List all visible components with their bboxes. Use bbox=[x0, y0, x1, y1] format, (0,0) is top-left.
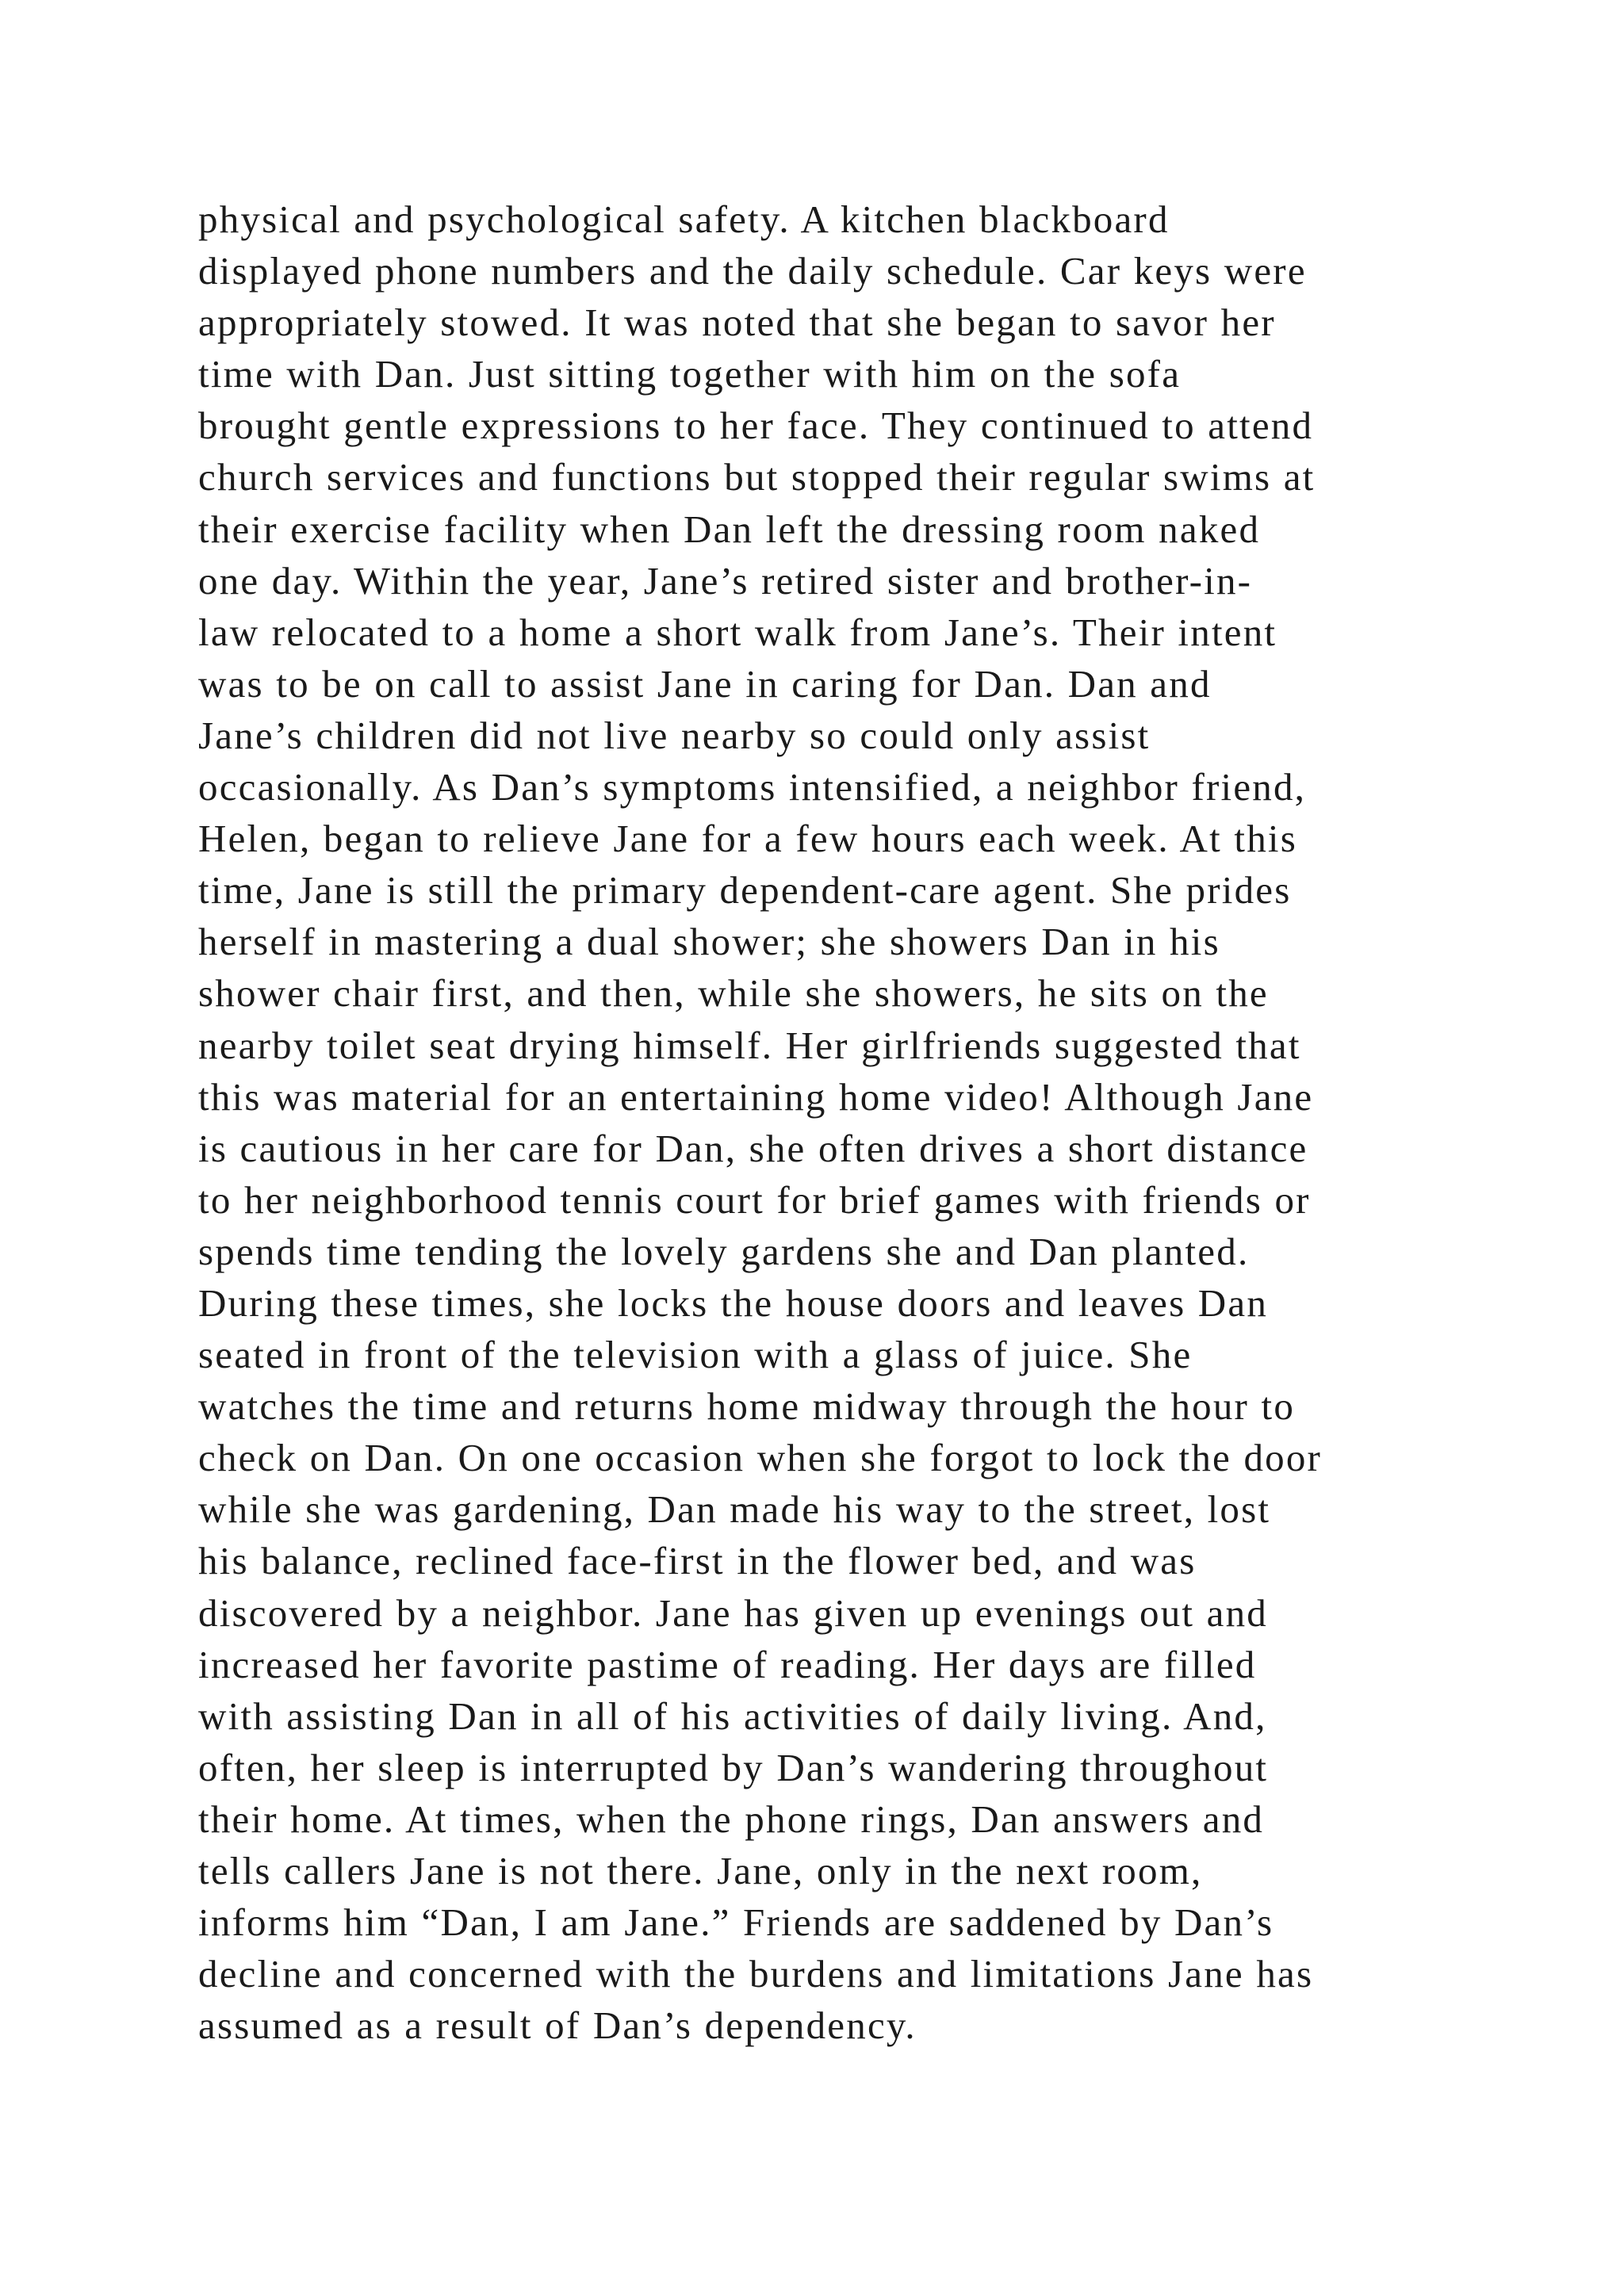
text-line: time with Dan. Just sitting together with him on the sofa bbox=[198, 352, 1182, 396]
text-line: their exercise facility when Dan left the dressing room naked bbox=[198, 507, 1261, 551]
text-line: church services and functions but stopped their regular swims at bbox=[198, 455, 1316, 499]
text-line: shower chair first, and then, while she showers, he sits on the bbox=[198, 971, 1269, 1016]
text-line: their home. At times, when the phone rings, Dan answers and bbox=[198, 1797, 1265, 1841]
text-line: time, Jane is still the primary dependent-care agent. She prides bbox=[198, 868, 1292, 913]
text-line: assumed as a result of Dan’s dependency. bbox=[198, 2003, 917, 2048]
text-line: this was material for an entertaining home video! Although Jane bbox=[198, 1074, 1314, 1119]
text-line: Helen, began to relieve Jane for a few hours each week. At this bbox=[198, 817, 1298, 861]
body-paragraph bbox=[198, 193, 1507, 2051]
text-line: physical and psychological safety. A kitchen blackboard bbox=[198, 197, 1170, 241]
text-line: is cautious in her care for Dan, she often drives a short distance bbox=[198, 1126, 1308, 1170]
text-line: seated in front of the television with a glass of juice. She bbox=[198, 1333, 1193, 1377]
text-line: law relocated to a home a short walk from Jane’s. Their intent bbox=[198, 610, 1277, 654]
text-line: increased her favorite pastime of reading. Her days are filled bbox=[198, 1642, 1257, 1686]
text-line: often, her sleep is interrupted by Dan’s wandering throughout bbox=[198, 1745, 1269, 1789]
text-line: his balance, reclined face-first in the flower bed, and was bbox=[198, 1539, 1197, 1583]
text-line: one day. Within the year, Jane’s retired sister and brother-in- bbox=[198, 558, 1253, 603]
text-line: Jane’s children did not live nearby so could only assist bbox=[198, 713, 1151, 757]
text-line: informs him “Dan, I am Jane.” Friends are saddened by Dan’s bbox=[198, 1900, 1274, 1945]
text-line: to her neighborhood tennis court for brief games with friends or bbox=[198, 1177, 1311, 1222]
text-line: tells callers Jane is not there. Jane, only in the next room, bbox=[198, 1849, 1203, 1892]
text-line: occasionally. As Dan’s symptoms intensified, a neighbor friend, bbox=[198, 765, 1307, 809]
text-line: appropriately stowed. It was noted that she began to savor her bbox=[198, 300, 1276, 345]
text-line: brought gentle expressions to her face. They continued to attend bbox=[198, 404, 1314, 448]
text-line: displayed phone numbers and the daily schedule. Car keys were bbox=[198, 249, 1307, 293]
text-line: During these times, she locks the house doors and leaves Dan bbox=[198, 1280, 1269, 1325]
text-line: nearby toilet seat drying himself. Her girlfriends suggested that bbox=[198, 1023, 1301, 1067]
text-line: decline and concerned with the burdens and limitations Jane has bbox=[198, 1952, 1314, 1996]
text-line: watches the time and returns home midway through the hour to bbox=[198, 1384, 1296, 1429]
text-line: was to be on call to assist Jane in caring for Dan. Dan and bbox=[198, 661, 1212, 706]
text-line: with assisting Dan in all of his activities of daily living. And, bbox=[198, 1693, 1267, 1738]
text-line: herself in mastering a dual shower; she showers Dan in his bbox=[198, 920, 1220, 964]
text-line: discovered by a neighbor. Jane has given up evenings out and bbox=[198, 1590, 1269, 1635]
text-line: check on Dan. On one occasion when she forgot to lock the door bbox=[198, 1436, 1323, 1480]
text-line: spends time tending the lovely gardens she and Dan planted. bbox=[198, 1229, 1250, 1273]
text-line: while she was gardening, Dan made his way to the street, lost bbox=[198, 1487, 1271, 1532]
